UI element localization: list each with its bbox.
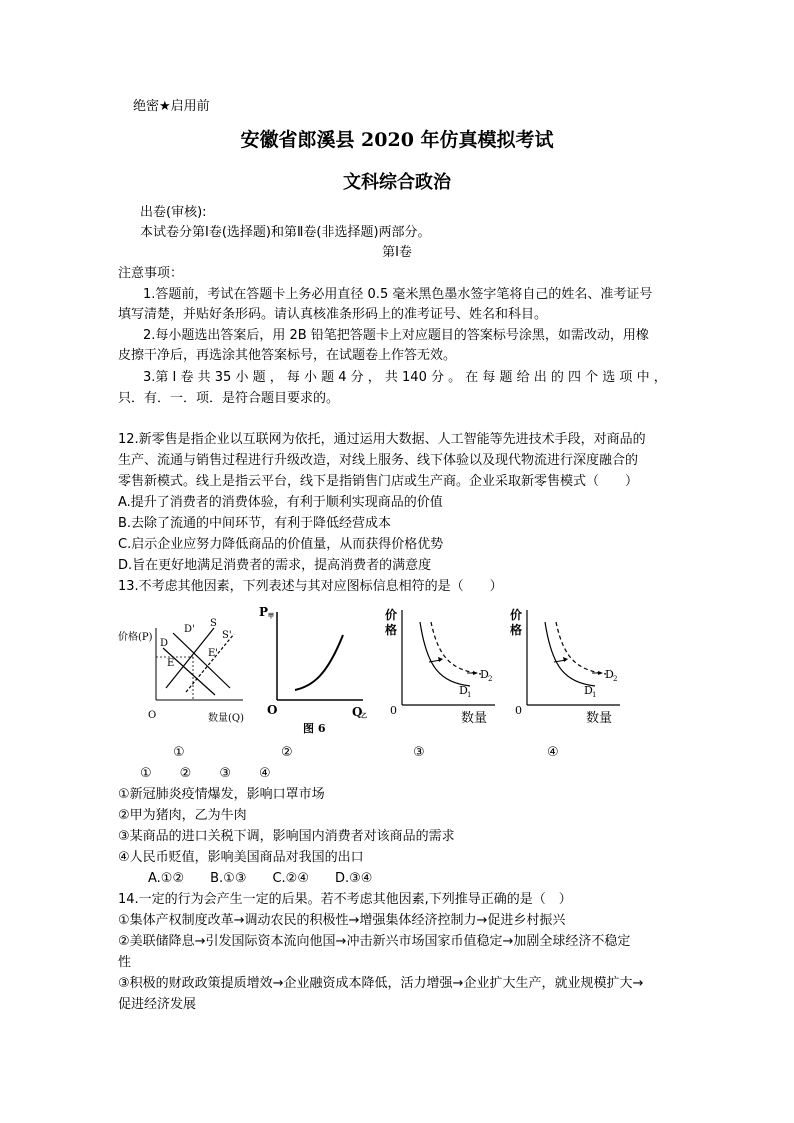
fig3-d1-sub: 1 [467,691,472,699]
q14-statement-3-line-2: 促进经济发展 [118,997,197,1012]
q12-stem-line-2: 生产、流通与销售过程进行升级改造，对线上服务、线下体验以及现代物流进行深度融合的 [118,453,639,468]
exam-subject: 文科综合政治 [343,172,451,193]
q13-labels-row [140,764,271,784]
fig3-d2-label: D [480,668,489,681]
secret-label: 绝密★启用前 [133,99,210,114]
q13-options [148,869,372,889]
note-3-line-2: 只．有．一．项．是符合题目要求的。 [118,391,340,406]
fig2-y-sub: 甲 [268,613,275,620]
fig3-origin: 0 [390,704,397,717]
q13-statement-1: ①新冠肺炎疫情爆发，影响口罩市场 [118,787,325,802]
fig1-sprime-label: S' [222,630,232,641]
fig2-title: 图 6 [303,722,326,735]
fig4-d1-sub: 1 [592,691,597,699]
q13-statement-3: ③某商品的进口关税下调，影响国内消费者对该商品的需求 [118,829,455,844]
fig2-x-label: Q [352,705,363,719]
fig4-d1-label: D [584,684,593,697]
q13-stem: 13.不考虑其他因素，下列表述与其对应图标信息相符的是（ ） [118,579,503,594]
note-2-line-2: 皮擦干净后，再选涂其他答案标号，在试题卷上作答无效。 [118,348,457,363]
q13-statement-2: ②甲为猪肉，乙为牛肉 [118,808,247,823]
figure-2-price-quantity [255,600,370,740]
figure-3-demand-shift [385,600,505,725]
q14-stem: 14.一定的行为会产生一定的后果。若不考虑其他因素,下列推导正确的是（ ） [118,892,572,907]
q12-option-a: A.提升了消费者的消费体验，有利于顺利实现商品的价值 [118,495,443,510]
notes-heading: 注意事项： [118,266,184,281]
fig2-caption: ② [281,745,293,760]
intro-line: 本试卷分第Ⅰ卷(选择题)和第Ⅱ卷(非选择题)两部分。 [140,225,431,240]
fig3-d1-label: D [459,684,468,697]
fig1-x-label: 数量(Q) [208,713,245,724]
fig2-origin: O [267,703,278,717]
fig1-eprime-label: E' [208,648,219,659]
q13-label-1: ① [140,766,152,781]
q14-statement-2-line-2: 性 [118,955,132,970]
fig4-d2-label: D [605,668,614,681]
note-1-line-2: 填写清楚，并贴好条形码。请认真核准条形码上的准考证号、姓名和科目。 [118,307,548,322]
note-2-line-1: 2.每小题选出答案后，用 2B 铅笔把答题卡上对应题目的答案标号涂黑，如需改动，用橡 [143,328,649,343]
q13-option-d: D.③④ [335,871,373,886]
fig2-y-label: P [259,605,269,619]
q12-stem-line-3: 零售新模式。线上是指云平台，线下是指销售门店或生产商。企业采取新零售模式（ ） [118,474,639,489]
fig1-dprime-label: D' [184,624,195,635]
q12-option-d: D.旨在更好地满足消费者的需求，提高消费者的满意度 [118,558,432,573]
fig4-y-label-2: 格 [510,623,523,637]
figure-4-demand-shift [510,600,630,725]
fig4-y-label-1: 价 [510,608,523,622]
q13-statement-4: ④人民币贬值，影响美国商品对我国的出口 [118,850,364,865]
part1-heading: 第Ⅰ卷 [382,245,412,260]
fig4-origin: 0 [515,704,522,717]
fig4-x-label: 数量 [586,711,613,725]
exam-title: 安徽省郎溪县 2020 年仿真模拟考试 [240,129,554,151]
fig3-y-label-1: 价 [385,608,398,622]
note-3-line-1: 3.第 Ⅰ 卷 共 35 小 题 ， 每 小 题 4 分 ， 共 140 分 。 在 每 题 给 出 的 四 个 选 项 中 ， [143,370,667,385]
q12-stem-line-1: 12.新零售是指企业以互联网为依托，通过运用大数据、人工智能等先进技术手段，对商品的 [118,432,646,447]
q14-statement-2-line-1: ②美联储降息→引发国际资本流向他国→冲击新兴市场国家币值稳定→加剧全球经济不稳定 [118,934,631,949]
q13-option-a: A.①② [148,871,185,886]
figure-1-supply-demand [118,600,253,730]
fig3-x-label: 数量 [461,711,488,725]
q14-statement-3-line-1: ③积极的财政政策提质增效→企业融资成本降低，活力增强→企业扩大生产，就业规模扩大→ [118,976,644,991]
fig3-y-label-2: 格 [385,623,398,637]
q13-label-4: ④ [258,766,271,781]
fig1-e-label: E [167,658,175,669]
author-line: 出卷(审核): [140,205,207,220]
q13-option-b: B.①③ [210,871,247,886]
fig3-d2-sub: 2 [488,675,493,683]
q12-option-b: B.去除了流通的中间环节，有利于降低经营成本 [118,516,392,531]
q14-statement-1: ①集体产权制度改革→调动农民的积极性→增强集体经济控制力→促进乡村振兴 [118,913,566,928]
fig1-s-label: S [210,618,217,629]
fig1-d-label: D [160,638,169,649]
q13-label-2: ② [179,766,192,781]
note-1-line-1: 1.答题前，考试在答题卡上务必用直径 0.5 毫米黑色墨水签字笔将自己的姓名、准考证号 [143,287,653,302]
fig1-origin: O [148,710,157,721]
fig1-y-label: 价格(P) [118,632,153,643]
q12-option-c: C.启示企业应努力降低商品的价值量，从而获得价格优势 [118,537,444,552]
fig1-caption: ① [173,745,185,760]
q13-option-c: C.②④ [272,871,309,886]
fig3-caption: ③ [413,745,425,760]
fig4-d2-sub: 2 [613,675,618,683]
fig2-x-sub: 乙 [361,713,368,720]
fig4-caption: ④ [547,745,559,760]
q13-label-3: ③ [219,766,231,781]
